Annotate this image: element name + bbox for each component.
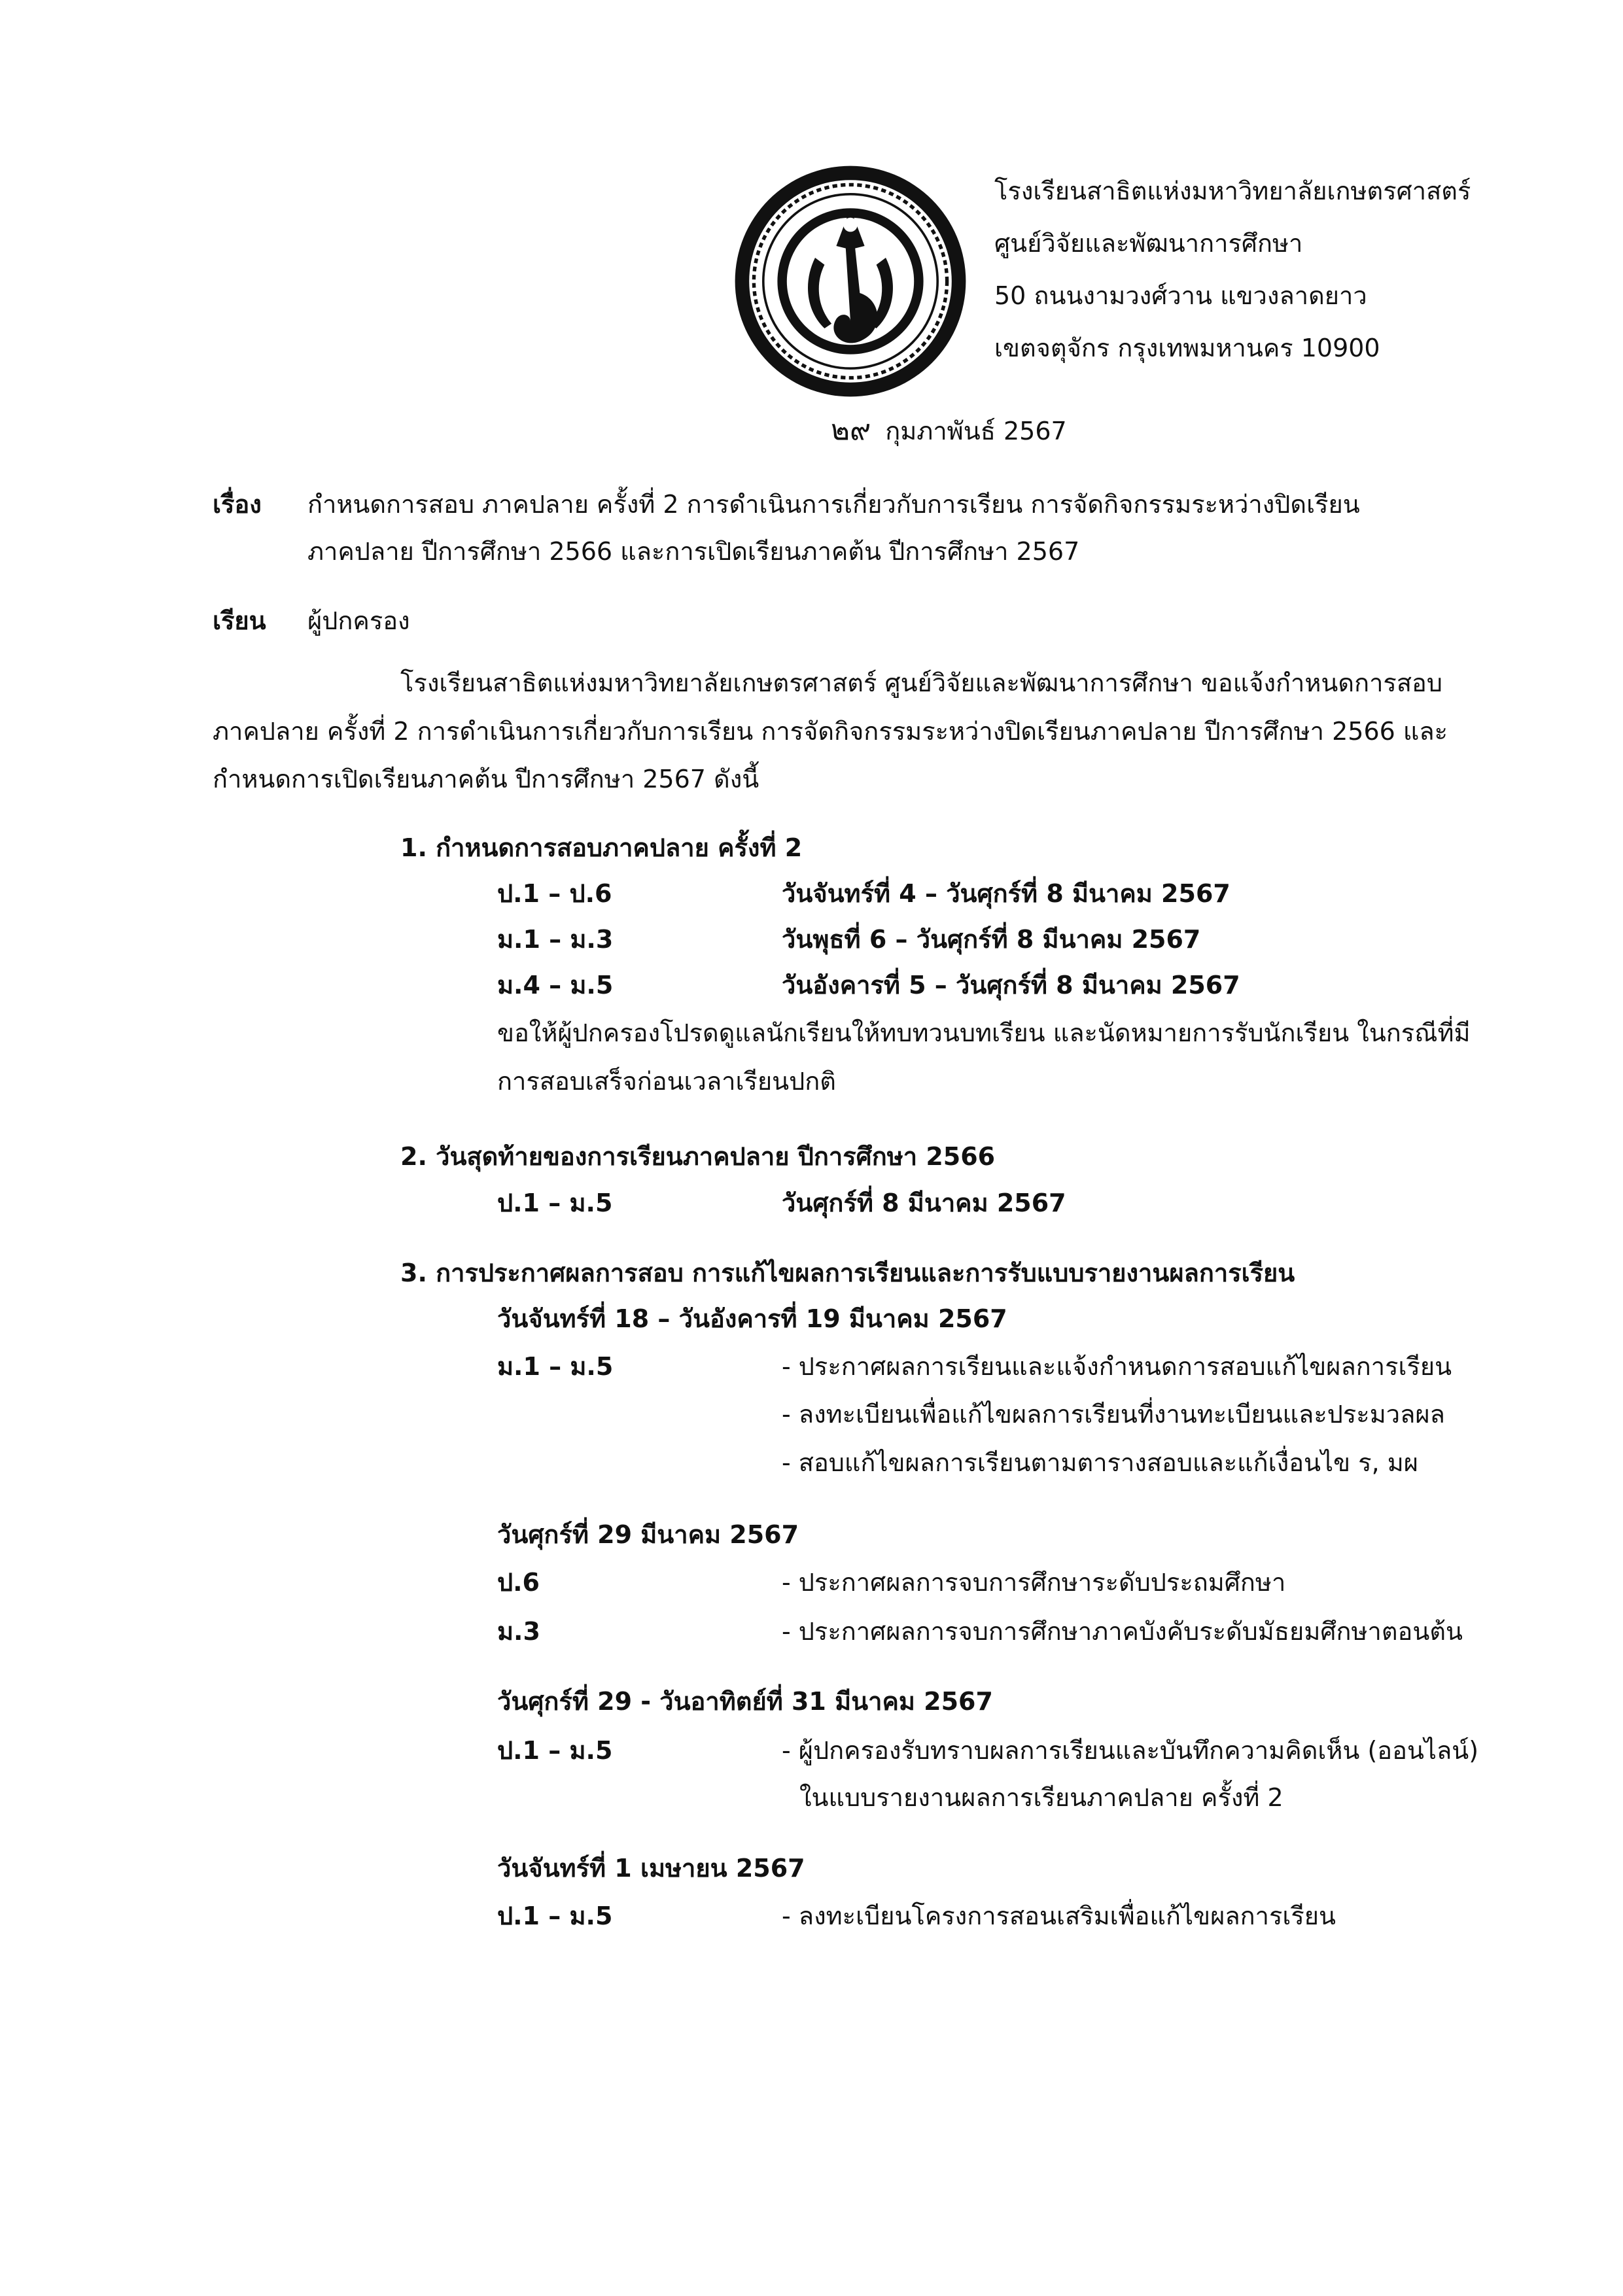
subject-line-2: ภาคปลาย ปีการศึกษา 2566 และการเปิดเรียนภาคต้น ปีการศึกษา 2567 (307, 537, 1080, 566)
letterhead-line-4: เขตจตุจักร กรุงเทพมหานคร 10900 (994, 334, 1380, 362)
section1-note-line-1: ขอให้ผู้ปกครองโปรดดูแลนักเรียนให้ทบทวนบทเรียน และนัดหมายการรับนักเรียน ในกรณีที่มี (497, 1018, 1471, 1047)
section1-row-3-level: ม.4 – ม.5 (497, 971, 614, 1000)
section3-block3-date: วันศุกร์ที่ 29 - วันอาทิตย์ที่ 31 มีนาคม 2567 (497, 1687, 993, 1716)
section3-block2-row-2-item: - ประกาศผลการจบการศึกษาภาคบังคับระดับมัธยมศึกษาตอนต้น (782, 1617, 1463, 1646)
letter-date-rest: กุมภาพันธ์ 2567 (885, 417, 1067, 445)
section3-block3-level: ป.1 – ม.5 (497, 1736, 613, 1765)
recipient-value: ผู้ปกครอง (307, 606, 410, 635)
section1-row-3-date: วันอังคารที่ 5 – วันศุกร์ที่ 8 มีนาคม 2567 (782, 971, 1240, 1000)
section1-row-2-level: ม.1 – ม.3 (497, 925, 614, 954)
section3-block1-item-1: - ประกาศผลการเรียนและแจ้งกำหนดการสอบแก้ไขผลการเรียน (782, 1352, 1452, 1381)
intro-line-1: โรงเรียนสาธิตแห่งมหาวิทยาลัยเกษตรศาสตร์ ศูนย์วิจัยและพัฒนาการศึกษา ขอแจ้งกำหนดการสอบ (400, 669, 1442, 697)
section1-row-1-level: ป.1 – ป.6 (497, 879, 612, 908)
subject-label: เรื่อง (213, 490, 262, 519)
section2-heading: 2. วันสุดท้ายของการเรียนภาคปลาย ปีการศึกษา 2566 (400, 1142, 996, 1171)
section3-block4-date: วันจันทร์ที่ 1 เมษายน 2567 (497, 1854, 805, 1883)
letterhead-line-3: 50 ถนนงามวงศ์วาน แขวงลาดยาว (994, 281, 1367, 310)
section3-block3-item-1: - ผู้ปกครองรับทราบผลการเรียนและบันทึกความคิดเห็น (ออนไลน์) (782, 1736, 1479, 1765)
letterhead-line-1: โรงเรียนสาธิตแห่งมหาวิทยาลัยเกษตรศาสตร์ (994, 177, 1471, 205)
section3-block1-item-2: - ลงทะเบียนเพื่อแก้ไขผลการเรียนที่งานทะเบียนและประมวลผล (782, 1400, 1445, 1429)
section3-block1-level: ม.1 – ม.5 (497, 1352, 614, 1381)
letterhead-line-2: ศูนย์วิจัยและพัฒนาการศึกษา (994, 229, 1303, 258)
section2-level: ป.1 – ม.5 (497, 1189, 613, 1217)
section3-heading: 3. การประกาศผลการสอบ การแก้ไขผลการเรียนและการรับแบบรายงานผลการเรียน (400, 1259, 1295, 1287)
section3-block2-row-1-level: ป.6 (497, 1568, 540, 1597)
recipient-label: เรียน (213, 606, 266, 635)
section3-block4-item: - ลงทะเบียนโครงการสอนเสริมเพื่อแก้ไขผลการเรียน (782, 1902, 1336, 1930)
intro-line-2: ภาคปลาย ครั้งที่ 2 การดำเนินการเกี่ยวกับการเรียน การจัดกิจกรรมระหว่างปิดเรียนภาคปลาย ปีการศึกษา 2566 และ (213, 717, 1448, 746)
letter-date (831, 407, 1067, 453)
section3-block3-item-2: ในแบบรายงานผลการเรียนภาคปลาย ครั้งที่ 2 (799, 1783, 1283, 1812)
section1-row-1-date: วันจันทร์ที่ 4 – วันศุกร์ที่ 8 มีนาคม 2567 (782, 879, 1230, 908)
section3-block2-date: วันศุกร์ที่ 29 มีนาคม 2567 (497, 1520, 799, 1549)
section1-note-line-2: การสอบเสร็จก่อนเวลาเรียนปกติ (497, 1067, 836, 1096)
intro-line-3: กำหนดการเปิดเรียนภาคต้น ปีการศึกษา 2567 ดังนี้ (213, 765, 759, 793)
subject-line-1: กำหนดการสอบ ภาคปลาย ครั้งที่ 2 การดำเนินการเกี่ยวกับการเรียน การจัดกิจกรรมระหว่างปิดเรียน (307, 490, 1360, 519)
section3-block1-item-3: - สอบแก้ไขผลการเรียนตามตารางสอบและแก้เงื่อนไข ร, มผ (782, 1448, 1419, 1477)
school-seal-logo (733, 164, 968, 399)
section3-block4-level: ป.1 – ม.5 (497, 1902, 613, 1930)
section3-block1-date: วันจันทร์ที่ 18 – วันอังคารที่ 19 มีนาคม 2567 (497, 1304, 1007, 1333)
section3-block2-row-1-item: - ประกาศผลการจบการศึกษาระดับประถมศึกษา (782, 1568, 1286, 1597)
section3-block2-row-2-level: ม.3 (497, 1617, 540, 1646)
section2-date: วันศุกร์ที่ 8 มีนาคม 2567 (782, 1189, 1066, 1217)
section1-row-2-date: วันพุธที่ 6 – วันศุกร์ที่ 8 มีนาคม 2567 (782, 925, 1201, 954)
letter-date-day: ๒๙ (831, 413, 871, 447)
section1-heading: 1. กำหนดการสอบภาคปลาย ครั้งที่ 2 (400, 833, 803, 862)
